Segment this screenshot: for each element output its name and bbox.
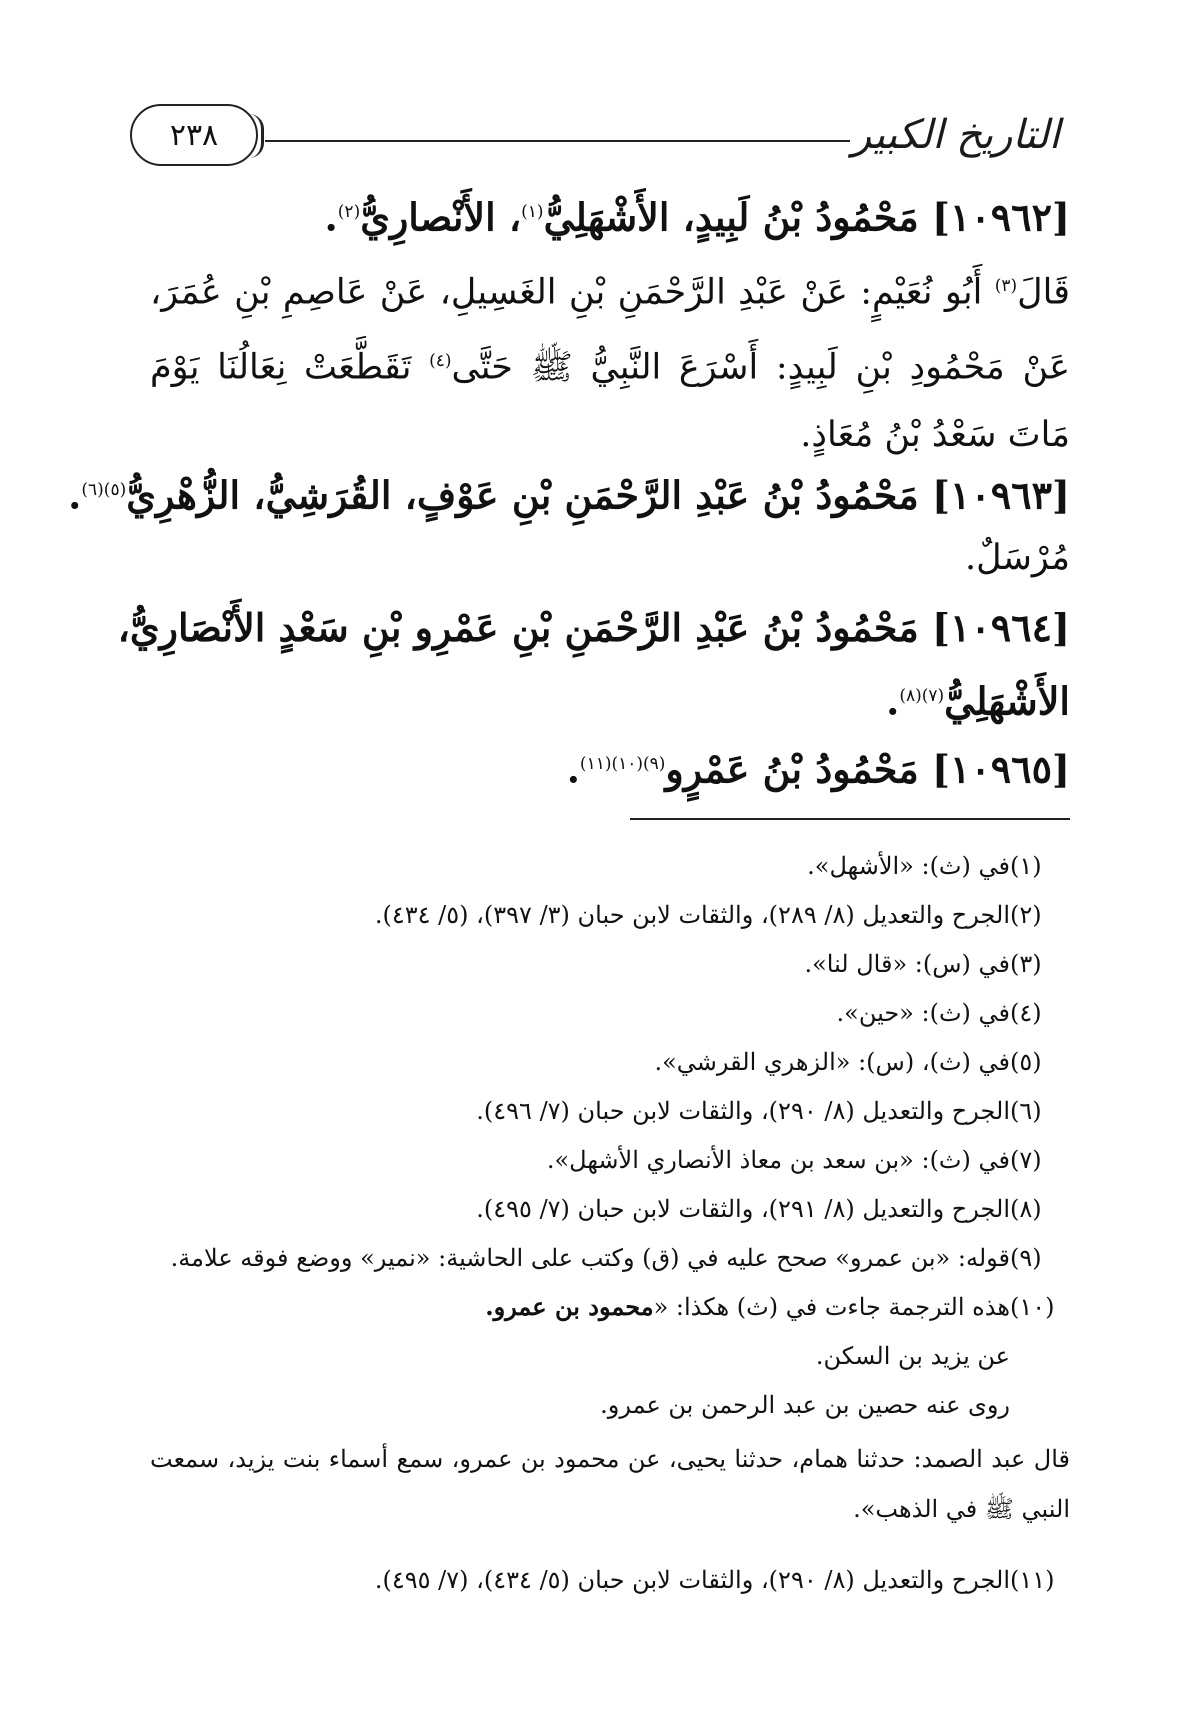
- footnote-number: (٣): [1010, 950, 1042, 978]
- footnote-10: [150, 1287, 1070, 1327]
- footnote-text: الجرح والتعديل (٨/ ٢٩٠)، والثقات لابن حبان (٧/ ٤٩٦).: [476, 1097, 1010, 1125]
- entry-number: [١٠٩٦٥]: [931, 746, 1070, 792]
- footnote-10-line-1: عن يزيد بن السكن.: [815, 1342, 1010, 1370]
- para-body: أَبُو نُعَيْمٍ: عَنْ عَبْدِ الرَّحْمَنِ بْنِ الغَسِيلِ، عَنْ عَاصِمِ بْنِ عُمَرَ، عَنْ مَحْمُودِ بْنِ لَبِيدٍ: أَسْرَعَ النَّبِيُّ ﷺ حَتَّى: [150, 272, 1070, 388]
- header-rule: [265, 140, 850, 142]
- footnote-10-line-2: روى عنه حصين بن عبد الرحمن بن عمرو.: [600, 1391, 1010, 1419]
- footnote-number: (١١): [1010, 1566, 1055, 1594]
- footnote-number: (٩): [1010, 1244, 1042, 1272]
- footnote-ref: (٢): [337, 202, 361, 222]
- footnote-text: في (س): «قال لنا».: [804, 950, 1010, 978]
- entry-10963: [68, 460, 1070, 526]
- footnote-number: (١): [1010, 852, 1042, 880]
- page-header: [130, 104, 1060, 174]
- footnote-number: (٥): [1010, 1048, 1042, 1076]
- entry-name: مَحْمُودُ بْنُ لَبِيدٍ، الأَشْهَلِيُّ: [543, 194, 919, 240]
- footnote-number: (٧): [1010, 1146, 1042, 1174]
- entry-10964: [117, 598, 1070, 658]
- footnote-number: (٤): [1010, 999, 1042, 1027]
- footnote-2: [150, 895, 1070, 935]
- para-body-end: تَقَطَّعَتْ نِعَالُنَا يَوْمَ مَاتَ سَعْدُ بْنُ مُعَاذٍ.: [150, 347, 1070, 456]
- entry-10964-cont: [150, 666, 1070, 732]
- entry-end: .: [68, 472, 82, 518]
- footnote-bold-end: .: [485, 1292, 494, 1321]
- footnote-separator: [630, 818, 1070, 820]
- entry-name: مَحْمُودُ بْنُ عَبْدِ الرَّحْمَنِ بْنِ عَوْفٍ، القُرَشِيُّ، الزُّهْرِيُّ: [126, 472, 919, 518]
- book-title: التاريخ الكبير: [851, 112, 1060, 158]
- entry-end: .: [566, 746, 580, 792]
- entry-name: مَحْمُودُ بْنُ عَمْرٍو: [665, 746, 919, 792]
- entry-number: [١٠٩٦٢]: [931, 194, 1070, 240]
- footnote-text: الجرح والتعديل (٨/ ٢٨٩)، والثقات لابن حبان (٣/ ٣٩٧)، (٥/ ٤٣٤).: [374, 901, 1010, 929]
- footnote-ref: (١): [521, 202, 544, 222]
- para-lead: قَالَ: [1017, 272, 1070, 313]
- footnote-number: (٦): [1010, 1097, 1042, 1125]
- entry-10962: [150, 182, 1070, 248]
- footnote-text: هذه الترجمة جاءت في (ث) هكذا: «: [653, 1293, 1010, 1321]
- footnote-text: الجرح والتعديل (٨/ ٢٩٠)، والثقات لابن حبان (٥/ ٤٣٤)، (٧/ ٤٩٥).: [374, 1566, 1010, 1594]
- footnote-11: [150, 1560, 1070, 1600]
- footnote-text: الجرح والتعديل (٨/ ٢٩١)، والثقات لابن حبان (٧/ ٤٩٥).: [476, 1195, 1010, 1223]
- footnote-8: [150, 1189, 1070, 1229]
- entry-10965: [150, 734, 1070, 800]
- entry-name-tail: ، الأَنْصارِيُّ: [360, 194, 522, 240]
- entry-10962-text: [150, 252, 1070, 469]
- footnote-5: [150, 1042, 1070, 1082]
- entry-end: .: [324, 194, 338, 240]
- footnote-6: [150, 1091, 1070, 1131]
- footnote-3: [150, 944, 1070, 984]
- footnote-number: (١٠): [1010, 1293, 1055, 1321]
- footnote-text: في (ث): «الأشهل».: [807, 852, 1010, 880]
- footnote-bold-name: محمود بن عمرو: [493, 1292, 654, 1321]
- footnote-ref: (٩)(١٠)(١١): [579, 754, 666, 774]
- footnote-7: [150, 1140, 1070, 1180]
- footnote-number: (٢): [1010, 901, 1042, 929]
- entry-end: .: [886, 678, 900, 724]
- entry-10963-text: مُرْسَلٌ.: [964, 538, 1070, 578]
- footnote-10-line-3: قال عبد الصمد: حدثنا همام، حدثنا يحيى، عن محمود بن عمرو، سمع أسماء بنت يزيد، سمعت النبي ﷺ في الذهب».: [150, 1445, 1070, 1523]
- page-number-badge: ٢٣٨: [130, 104, 258, 166]
- entry-number: [١٠٩٦٣]: [931, 472, 1070, 518]
- footnote-number: (٨): [1010, 1195, 1042, 1223]
- footnote-9: [150, 1238, 1070, 1278]
- footnote-text: في (ث)، (س): «الزهري القرشي».: [654, 1048, 1010, 1076]
- entry-name: مَحْمُودُ بْنُ عَبْدِ الرَّحْمَنِ بْنِ عَمْرِو بْنِ سَعْدٍ الأَنْصَارِيُّ،: [117, 605, 919, 650]
- footnote-ref: (٤): [429, 350, 452, 371]
- footnote-ref: (٥)(٦): [81, 480, 127, 500]
- footnote-ref: (٧)(٨): [899, 686, 945, 706]
- footnote-ref: (٣): [994, 276, 1018, 296]
- footnote-1: [150, 846, 1070, 886]
- footnote-text: في (ث): «حين».: [836, 999, 1010, 1027]
- entry-name-cont: الأَشْهَلِيُّ: [944, 678, 1070, 724]
- footnote-text: في (ث): «بن سعد بن معاذ الأنصاري الأشهل».: [546, 1146, 1010, 1174]
- footnote-text: قوله: «بن عمرو» صحح عليه في (ق) وكتب على الحاشية: «نمير» ووضع فوقه علامة.: [170, 1244, 1010, 1272]
- footnote-4: [150, 993, 1070, 1033]
- entry-number: [١٠٩٦٤]: [931, 605, 1070, 650]
